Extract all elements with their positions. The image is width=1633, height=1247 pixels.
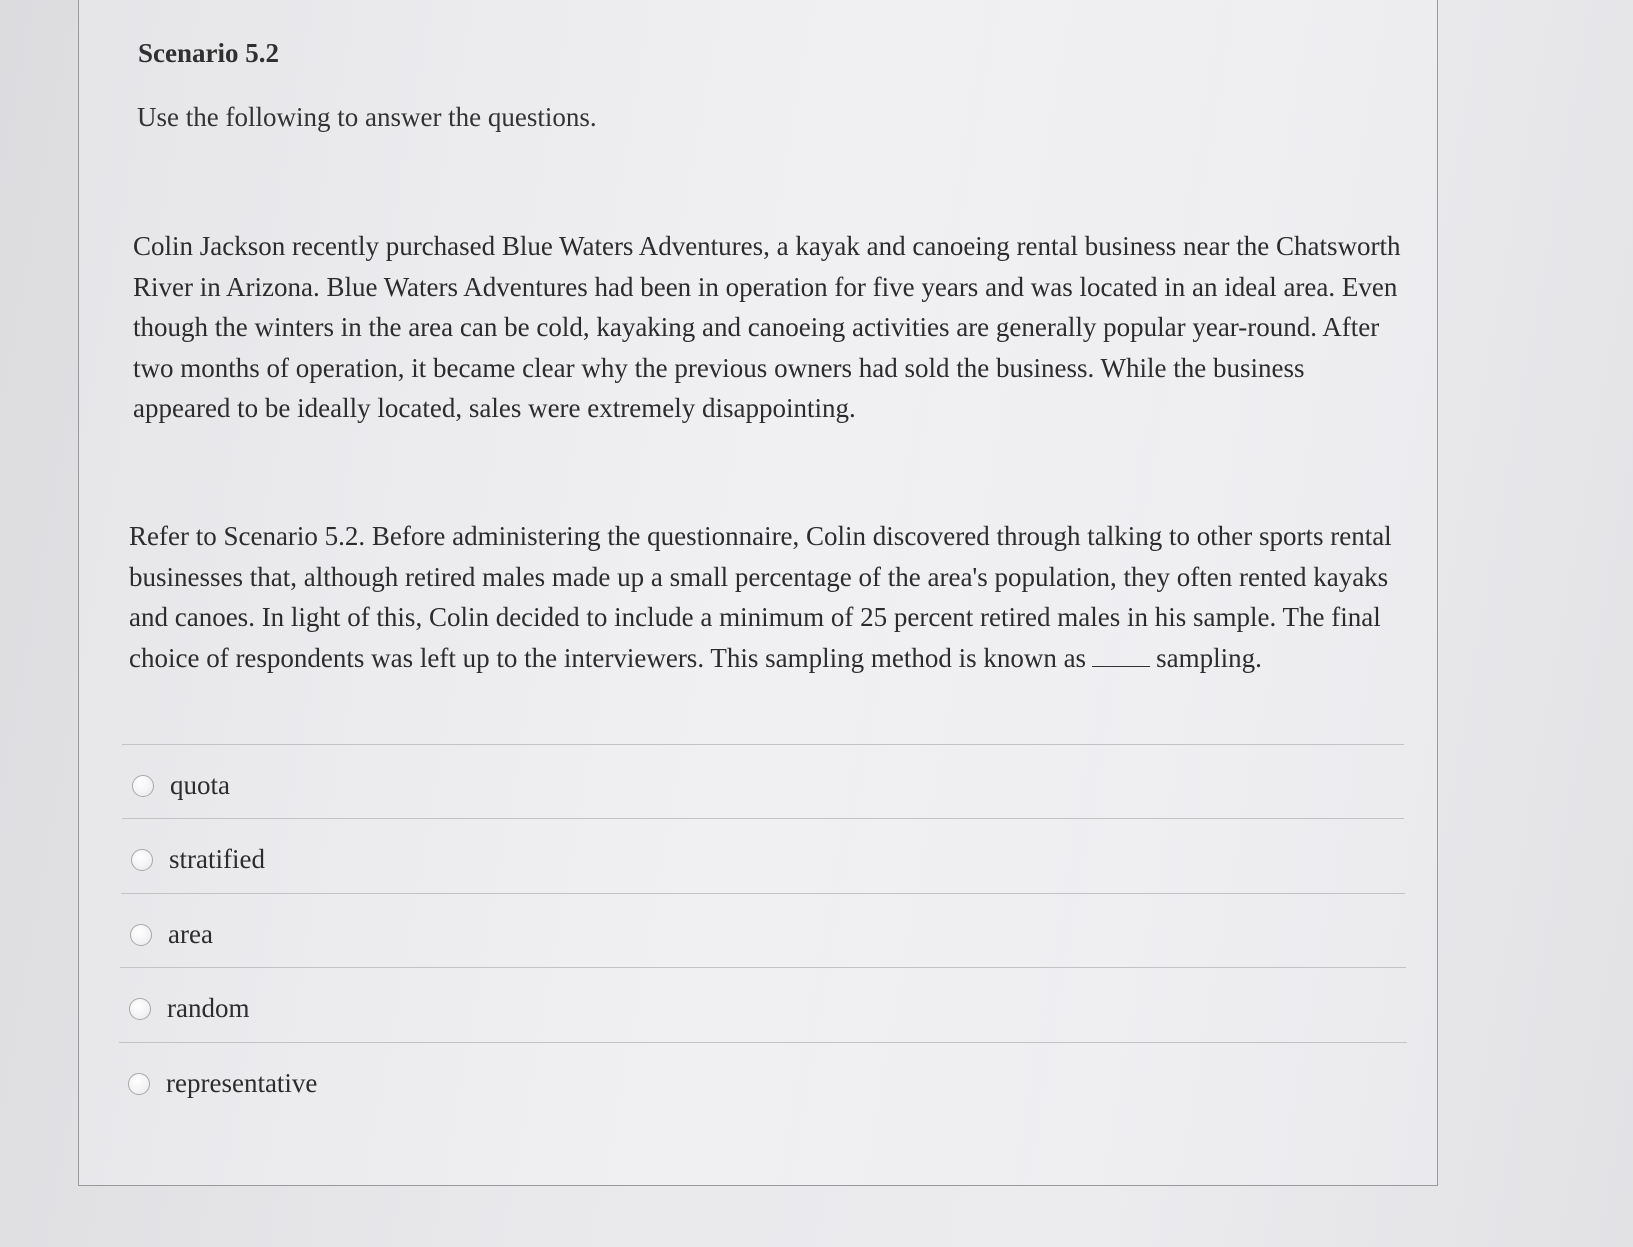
question-text: Refer to Scenario 5.2. Before administering the questionnaire, Colin discovered through talking to other sports rental businesses that, although retired males made up a small percentage of the area's population, they often rented kayaks and canoes. In light of this, Colin decided to include a minimum of 25 percent retired males in his sample. The final choice of respondents was left up to the interviewers. This sampling method is known as <box>129 521 1392 673</box>
answer-option-area[interactable] <box>130 919 213 950</box>
question-stem <box>129 516 1404 678</box>
divider <box>121 893 1405 894</box>
divider <box>119 1042 1407 1043</box>
answer-blank <box>1092 666 1150 667</box>
answer-option-representative[interactable] <box>128 1068 317 1099</box>
option-label: stratified <box>169 844 265 874</box>
answer-option-random[interactable] <box>129 993 249 1024</box>
question-text-end: sampling. <box>1156 642 1262 673</box>
radio-button[interactable] <box>129 998 151 1020</box>
radio-button[interactable] <box>130 924 152 946</box>
option-label: representative <box>166 1068 318 1098</box>
radio-button[interactable] <box>128 1073 150 1095</box>
option-label: quota <box>170 770 230 800</box>
answer-option-stratified[interactable] <box>131 844 265 875</box>
option-label: area <box>168 919 213 949</box>
scenario-text: Colin Jackson recently purchased Blue Waters Adventures, a kayak and canoeing rental business near the Chatsworth River in Arizona. Blue Waters Adventures had been in operation for five years and was located in an ideal area. Even though the winters in the area can be cold, kayaking and canoeing activities are generally popular year-round. After two months of operation, it became clear why the previous owners had sold the business. While the business appeared to be ideally located, sales were extremely disappointing. <box>133 231 1401 423</box>
option-label: random <box>167 993 250 1023</box>
answer-option-quota[interactable] <box>132 770 230 801</box>
divider <box>120 967 1406 968</box>
radio-button[interactable] <box>131 849 153 871</box>
divider <box>122 744 1404 745</box>
radio-button[interactable] <box>132 775 154 797</box>
divider <box>122 818 1404 819</box>
scenario-title: Scenario 5.2 <box>138 38 279 68</box>
scenario-instruction: Use the following to answer the questions. <box>137 102 597 132</box>
